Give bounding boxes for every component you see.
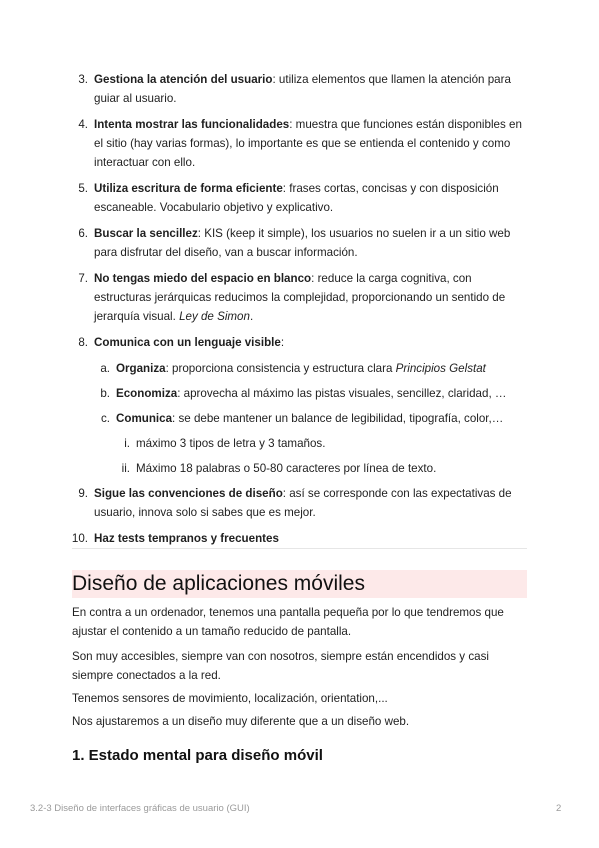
list-item-title: Intenta mostrar las funcionalidades <box>94 118 290 131</box>
sublist-item-title: Economiza <box>116 387 178 400</box>
list-item-after: . <box>249 310 254 323</box>
subsublist-numeral: ii. <box>121 462 130 475</box>
list-item-title: Sigue las convenciones de diseño <box>94 487 283 500</box>
list-item-title: Utiliza escritura de forma eficiente <box>94 182 283 195</box>
subsublist-item <box>72 459 530 478</box>
list-number: 6. <box>78 227 88 240</box>
list-item <box>72 224 530 262</box>
list-item-text: : así se corresponde con las expectativas de usuario, innova solo si sabes que es mejor. <box>94 487 512 519</box>
footer-page-number: 2 <box>556 803 562 814</box>
sublist-item <box>72 359 530 378</box>
section-title: Diseño de aplicaciones móviles <box>72 570 527 598</box>
list-item <box>72 333 530 352</box>
sublist-item-text: : se debe mantener un balance de legibilidad, tipografía, color,… <box>172 412 504 425</box>
list-item-title: Gestiona la atención del usuario <box>94 73 273 86</box>
sublist-item <box>72 384 530 403</box>
footer-doc-title: 3.2-3 Diseño de interfaces gráficas de usuario (GUI) <box>30 803 250 814</box>
sublist-item-title: Organiza <box>116 362 166 375</box>
list-number: 9. <box>78 487 88 500</box>
list-number: 10. <box>71 532 88 545</box>
paragraph: Nos ajustaremos a un diseño muy diferente que a un diseño web. <box>72 715 410 728</box>
subsublist-item-text: Máximo 18 palabras o 50-80 caracteres por línea de texto. <box>136 462 437 475</box>
sublist-letter: b. <box>100 387 110 400</box>
list-number: 3. <box>78 73 88 86</box>
list-item-text: : muestra que funciones están disponibles en el sitio (hay varias formas), lo importante es que se entienda el contenido y como interactuar con ello. <box>94 118 522 169</box>
list-item <box>72 529 530 548</box>
list-number: 8. <box>78 336 88 349</box>
list-item-text: : KIS (keep it simple), los usuarios no suelen ir a un sitio web para disfrutar del diseño, van a buscar información. <box>94 227 511 259</box>
subsublist-item-text: máximo 3 tipos de letra y 3 tamaños. <box>136 437 326 450</box>
subsublist-numeral: i. <box>124 437 130 450</box>
list-item-text: : utiliza elementos que llamen la atención para guiar al usuario. <box>94 73 511 105</box>
list-item-title: Comunica con un lenguaje visible <box>94 336 281 349</box>
list-item-title: Haz tests tempranos y frecuentes <box>94 532 279 545</box>
list-item-title: No tengas miedo del espacio en blanco <box>94 272 312 285</box>
subsection-heading: 1. Estado mental para diseño móvil <box>72 747 323 764</box>
subsublist-item <box>72 434 530 453</box>
list-item-italic: Ley de Simon <box>179 310 250 323</box>
list-item <box>72 269 530 326</box>
list-item <box>72 179 530 217</box>
list-item <box>72 70 530 108</box>
sublist-item <box>72 409 530 428</box>
list-item-text: : <box>280 336 285 349</box>
list-item-text: : frases cortas, concisas y con disposición escaneable. Vocabulario objetivo y explicativo. <box>94 182 499 214</box>
list-item <box>72 484 530 522</box>
sublist-item-title: Comunica <box>116 412 173 425</box>
sublist-letter: c. <box>100 412 110 425</box>
list-item-title: Buscar la sencillez <box>94 227 198 240</box>
list-item <box>72 115 530 172</box>
section-divider <box>72 548 527 549</box>
paragraph: Tenemos sensores de movimiento, localización, orientation,... <box>72 692 388 705</box>
numbered-list <box>72 70 530 555</box>
sublist-item-text: : proporciona consistencia y estructura clara <box>165 362 396 375</box>
sublist-item-italic: Principios Gelstat <box>395 362 486 375</box>
list-number: 7. <box>78 272 88 285</box>
sublist-letter: a. <box>100 362 110 375</box>
list-number: 4. <box>78 118 88 131</box>
paragraph: Son muy accesibles, siempre van con nosotros, siempre están encendidos y casi siempre conectados a la red. <box>72 650 489 682</box>
list-number: 5. <box>78 182 88 195</box>
sublist-item-text: : aprovecha al máximo las pistas visuales, sencillez, claridad, … <box>177 387 507 400</box>
list-item-text: : reduce la carga cognitiva, con estructuras jerárquicas reducimos la complejidad, proporcionando un sentido de jerarquía visual. <box>94 272 506 323</box>
paragraph: En contra a un ordenador, tenemos una pantalla pequeña por lo que tendremos que ajustar el contenido a un tamaño reducido de pantalla. <box>72 606 504 638</box>
